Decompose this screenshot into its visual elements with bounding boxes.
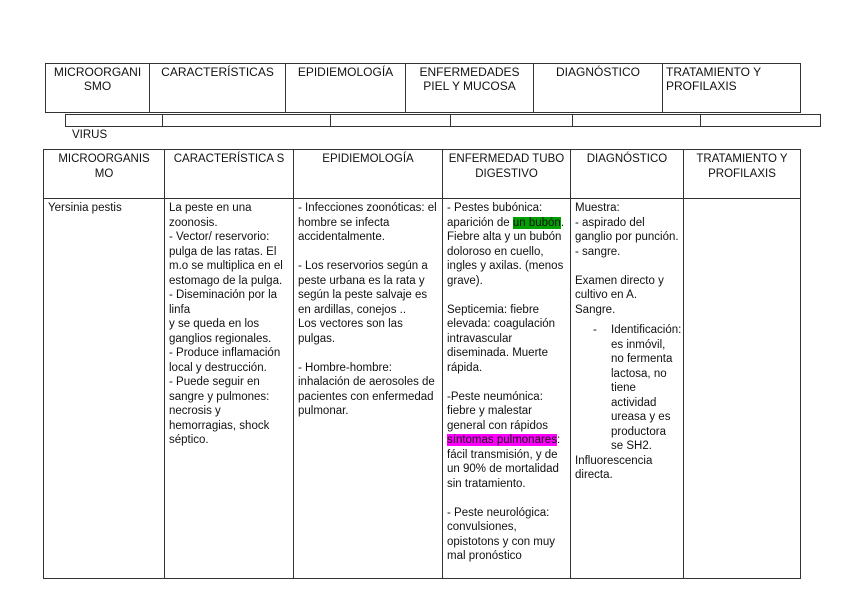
cell-organism: Yersinia pestis xyxy=(44,199,165,579)
strip-cell xyxy=(451,115,573,127)
table-row xyxy=(44,199,801,579)
septicemia-text: Septicemia: fiebre elevada: coagulación intravascular diseminada. Muerte rápida. xyxy=(447,303,556,374)
strip-cell xyxy=(701,115,821,127)
strip-cell xyxy=(66,115,163,127)
header-microorganismo: MICROORGANI SMO xyxy=(46,64,150,113)
header-tratamiento: TRATAMIENTO Y PROFILAXIS xyxy=(663,64,801,113)
col-header-enfermedad: ENFERMEDAD TUBO DIGESTIVO xyxy=(443,150,571,199)
bubonica-text: - Pestes bubónica: aparición de xyxy=(447,202,543,229)
cell-epidemiologia: - Infecciones zoonóticas: el hombre se infecta accidentalmente. - Los reservorios según a peste urbana es la rata y según la peste salvaje es en ardillas, conejos .. Los vectores son las pulgas. - Hombre-hombre: inhalación de aerosoles de pacientes con enfermedad pulmonar. xyxy=(294,199,443,579)
diagnostico-identificacion: - Identificación: es inmóvil, no fermenta lactosa, no tiene actividad ureasa y es productora se SH2. xyxy=(611,323,679,454)
col-header-microorganismo: MICROORGANIS MO xyxy=(44,150,165,199)
table-header-row xyxy=(44,150,801,199)
neumonica-text: -Peste neumónica: fiebre y malestar general con rápidos xyxy=(447,390,549,432)
header-caracteristicas: CARACTERÍSTICAS xyxy=(150,64,286,113)
header-diagnostico: DIAGNÓSTICO xyxy=(534,64,663,113)
section-label-virus: VIRUS xyxy=(72,129,108,141)
neurologica-text: - Peste neurológica: convulsiones, opistotons y con muy mal pronóstico xyxy=(447,506,556,562)
top-header-table xyxy=(45,63,801,113)
header-epidemiologia: EPIDIEMOLOGÍA xyxy=(286,64,406,113)
strip-cell xyxy=(573,115,701,127)
top-header-row xyxy=(46,64,801,113)
col-header-caracteristicas: CARACTERÍSTICA S xyxy=(165,150,294,199)
diagnostico-influorescencia: Influorescencia directa. xyxy=(575,454,653,481)
strip-cell xyxy=(163,115,331,127)
sintomas-highlight: síntomas pulmonares xyxy=(447,434,557,446)
diagnostico-muestra: Muestra: - aspirado del ganglio por punción. - sangre. xyxy=(575,202,679,258)
strip-cell xyxy=(331,115,451,127)
cell-enfermedad xyxy=(443,199,571,579)
diagnostico-examen: Examen directo y cultivo en A. Sangre. xyxy=(575,274,664,316)
cell-tratamiento xyxy=(684,199,801,579)
col-header-tratamiento: TRATAMIENTO Y PROFILAXIS xyxy=(684,150,801,199)
empty-strip-row xyxy=(65,114,821,127)
cell-caracteristicas: La peste en una zoonosis. - Vector/ reservorio: pulga de las ratas. El m.o se multiplica en el estomago de la pulga. - Diseminación por la linfa y se queda en los ganglios regionales. - Produce inflamación local y destrucción. - Puede seguir en sangre y pulmones: necrosis y hemorragias, shock séptico. xyxy=(165,199,294,579)
bubon-highlight: un bubón xyxy=(512,216,561,229)
col-header-epidemiologia: EPIDIEMOLOGÍA xyxy=(294,150,443,199)
bubonica-text-end: . Fiebre alta y un bubón doloroso en cuello, ingles y axilas. (menos grave). xyxy=(447,216,565,287)
neumonica-text-end: : fácil transmisión, y de un 90% de mortalidad sin tratamiento. xyxy=(447,434,561,490)
col-header-diagnostico: DIAGNÓSTICO xyxy=(571,150,684,199)
cell-diagnostico xyxy=(571,199,684,579)
diagnostico-list xyxy=(575,323,682,454)
header-enfermedades-piel: ENFERMEDADES PIEL Y MUCOSA xyxy=(406,64,534,113)
yersinia-table xyxy=(43,149,801,579)
